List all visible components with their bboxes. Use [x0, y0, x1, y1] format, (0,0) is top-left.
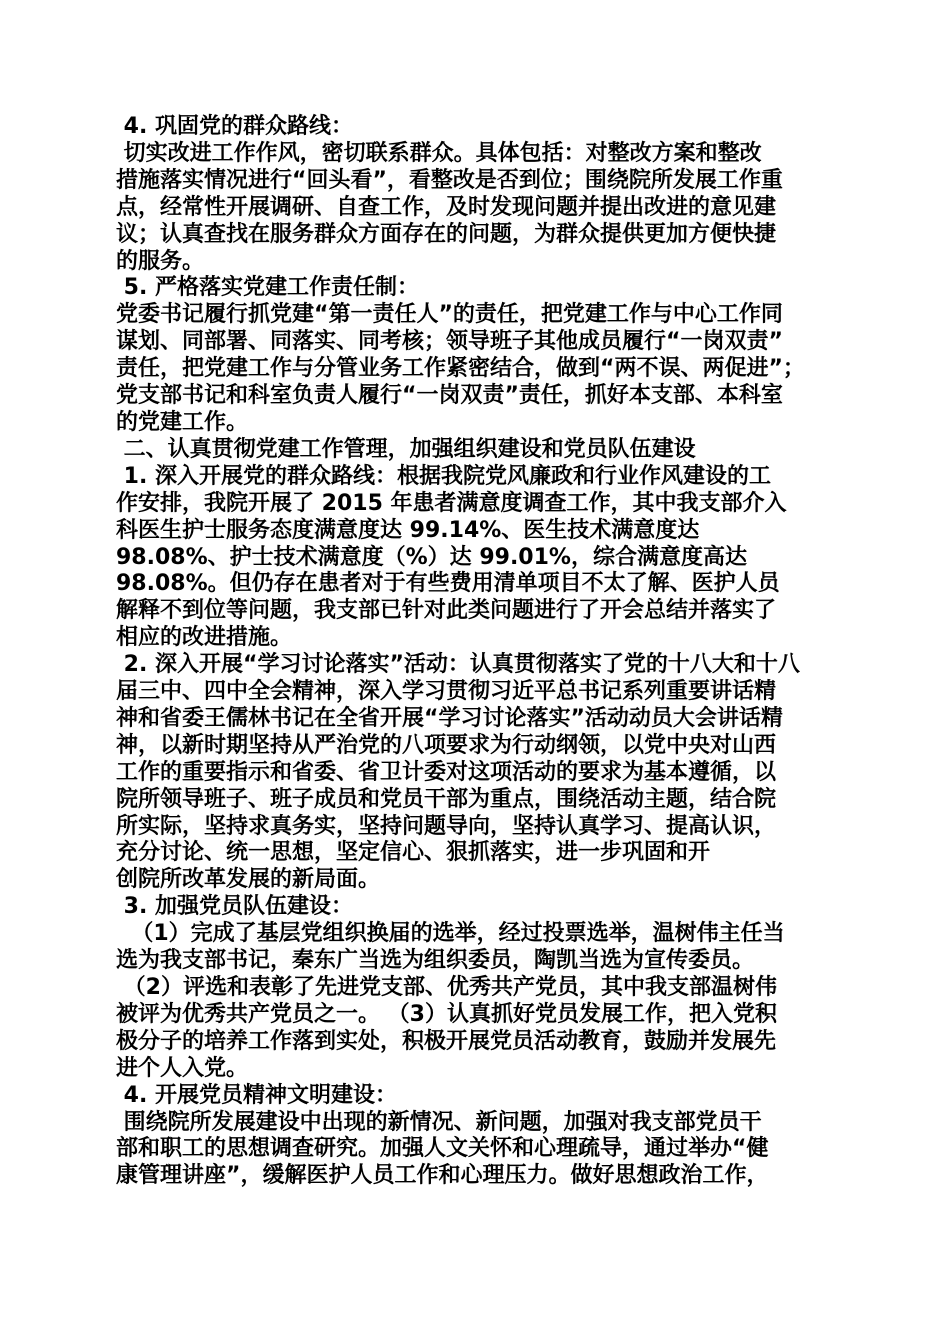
- text-line: 极分子的培养工作落到实处，积极开展党员活动教育，鼓励并发展先: [116, 1028, 777, 1054]
- text-line: 切实改进工作作风，密切联系群众。具体包括：对整改方案和整改: [116, 140, 762, 166]
- text-line: （2）评选和表彰了先进党支部、优秀共产党员，其中我支部温树伟: [116, 975, 777, 1000]
- text-line: 的党建工作。: [116, 409, 249, 435]
- text-line: 98.08%、护士技术满意度（%）达 99.01%，综合满意度高达: [116, 544, 747, 570]
- text-line: 创院所改革发展的新局面。: [116, 867, 381, 893]
- text-line: （1）完成了基层党组织换届的选举，经过投票选举，温树伟主任当: [116, 921, 785, 947]
- text-line: 院所领导班子、班子成员和党员干部为重点，围绕活动主题，结合院: [116, 786, 777, 812]
- text-line: 相应的改进措施。: [116, 625, 293, 651]
- text-line: 党支部书记和科室负责人履行“一岗双责”责任，抓好本支部、本科室: [116, 383, 783, 409]
- text-line: 作安排，我院开展了 2015 年患者满意度调查工作，其中我支部介入: [116, 490, 787, 516]
- text-line: 二、认真贯彻党建工作管理，加强组织建设和党员队伍建设: [116, 436, 696, 462]
- text-line: 解释不到位等问题，我支部已针对此类问题进行了开会总结并落实了: [116, 598, 777, 624]
- text-line: 98.08%。但仍存在患者对于有些费用清单项目不太了解、医护人员: [116, 571, 780, 597]
- text-line: 选为我支部书记，秦东广当选为组织委员，陶凯当选为宣传委员。: [116, 948, 755, 974]
- text-line: 2. 深入开展“学习讨论落实”活动：认真贯彻落实了党的十八大和十八: [116, 652, 800, 678]
- text-line: 工作的重要指示和省委、省卫计委对这项活动的要求为基本遵循，以: [116, 759, 777, 785]
- text-line: 被评为优秀共产党员之一。 （3）认真抓好党员发展工作，把入党积: [116, 1001, 777, 1027]
- text-line: 的服务。: [116, 248, 205, 274]
- text-line: 4. 巩固党的群众路线：: [116, 114, 353, 139]
- text-line: 措施落实情况进行“回头看”，看整改是否到位；围绕院所发展工作重: [116, 167, 783, 193]
- text-line: 议；认真查找在服务群众方面存在的问题，为群众提供更加方便快捷: [116, 221, 777, 247]
- text-line: 所实际，坚持求真务实，坚持问题导向，坚持认真学习、提高认识，: [116, 813, 777, 839]
- text-line: 1. 深入开展党的群众路线：根据我院党风廉政和行业作风建设的工: [116, 463, 771, 489]
- document-body: [116, 114, 846, 1190]
- text-line: 科医生护士服务态度满意度达 99.14%、医生技术满意度达: [116, 517, 700, 543]
- text-line: 充分讨论、统一思想，坚定信心、狠抓落实，进一步巩固和开: [116, 840, 711, 866]
- text-line: 谋划、同部署、同落实、同考核；领导班子其他成员履行“一岗双责”: [116, 329, 783, 355]
- text-line: 康管理讲座”，缓解医护人员工作和心理压力。做好思想政治工作，: [116, 1163, 769, 1189]
- text-line: 神和省委王儒林书记在全省开展“学习讨论落实”活动动员大会讲话精: [116, 705, 783, 731]
- text-line: 4. 开展党员精神文明建设：: [116, 1082, 397, 1108]
- text-line: 围绕院所发展建设中出现的新情况、新问题，加强对我支部党员干: [116, 1109, 762, 1135]
- text-line: 神，以新时期坚持从严治党的八项要求为行动纲领，以党中央对山西: [116, 732, 777, 758]
- text-line: 3. 加强党员队伍建设：: [116, 894, 353, 920]
- text-line: 届三中、四中全会精神，深入学习贯彻习近平总书记系列重要讲话精: [116, 679, 777, 705]
- text-line: 部和职工的思想调查研究。加强人文关怀和心理疏导，通过举办“健: [116, 1136, 769, 1162]
- text-line: 进个人入党。: [116, 1055, 249, 1081]
- text-line: 责任，把党建工作与分管业务工作紧密结合，做到“两不误、两促进”；: [116, 356, 805, 382]
- text-line: 点，经常性开展调研、自查工作，及时发现问题并提出改进的意见建: [116, 194, 777, 220]
- text-line: 党委书记履行抓党建“第一责任人”的责任，把党建工作与中心工作同: [116, 302, 783, 328]
- text-line: 5. 严格落实党建工作责任制：: [116, 275, 419, 301]
